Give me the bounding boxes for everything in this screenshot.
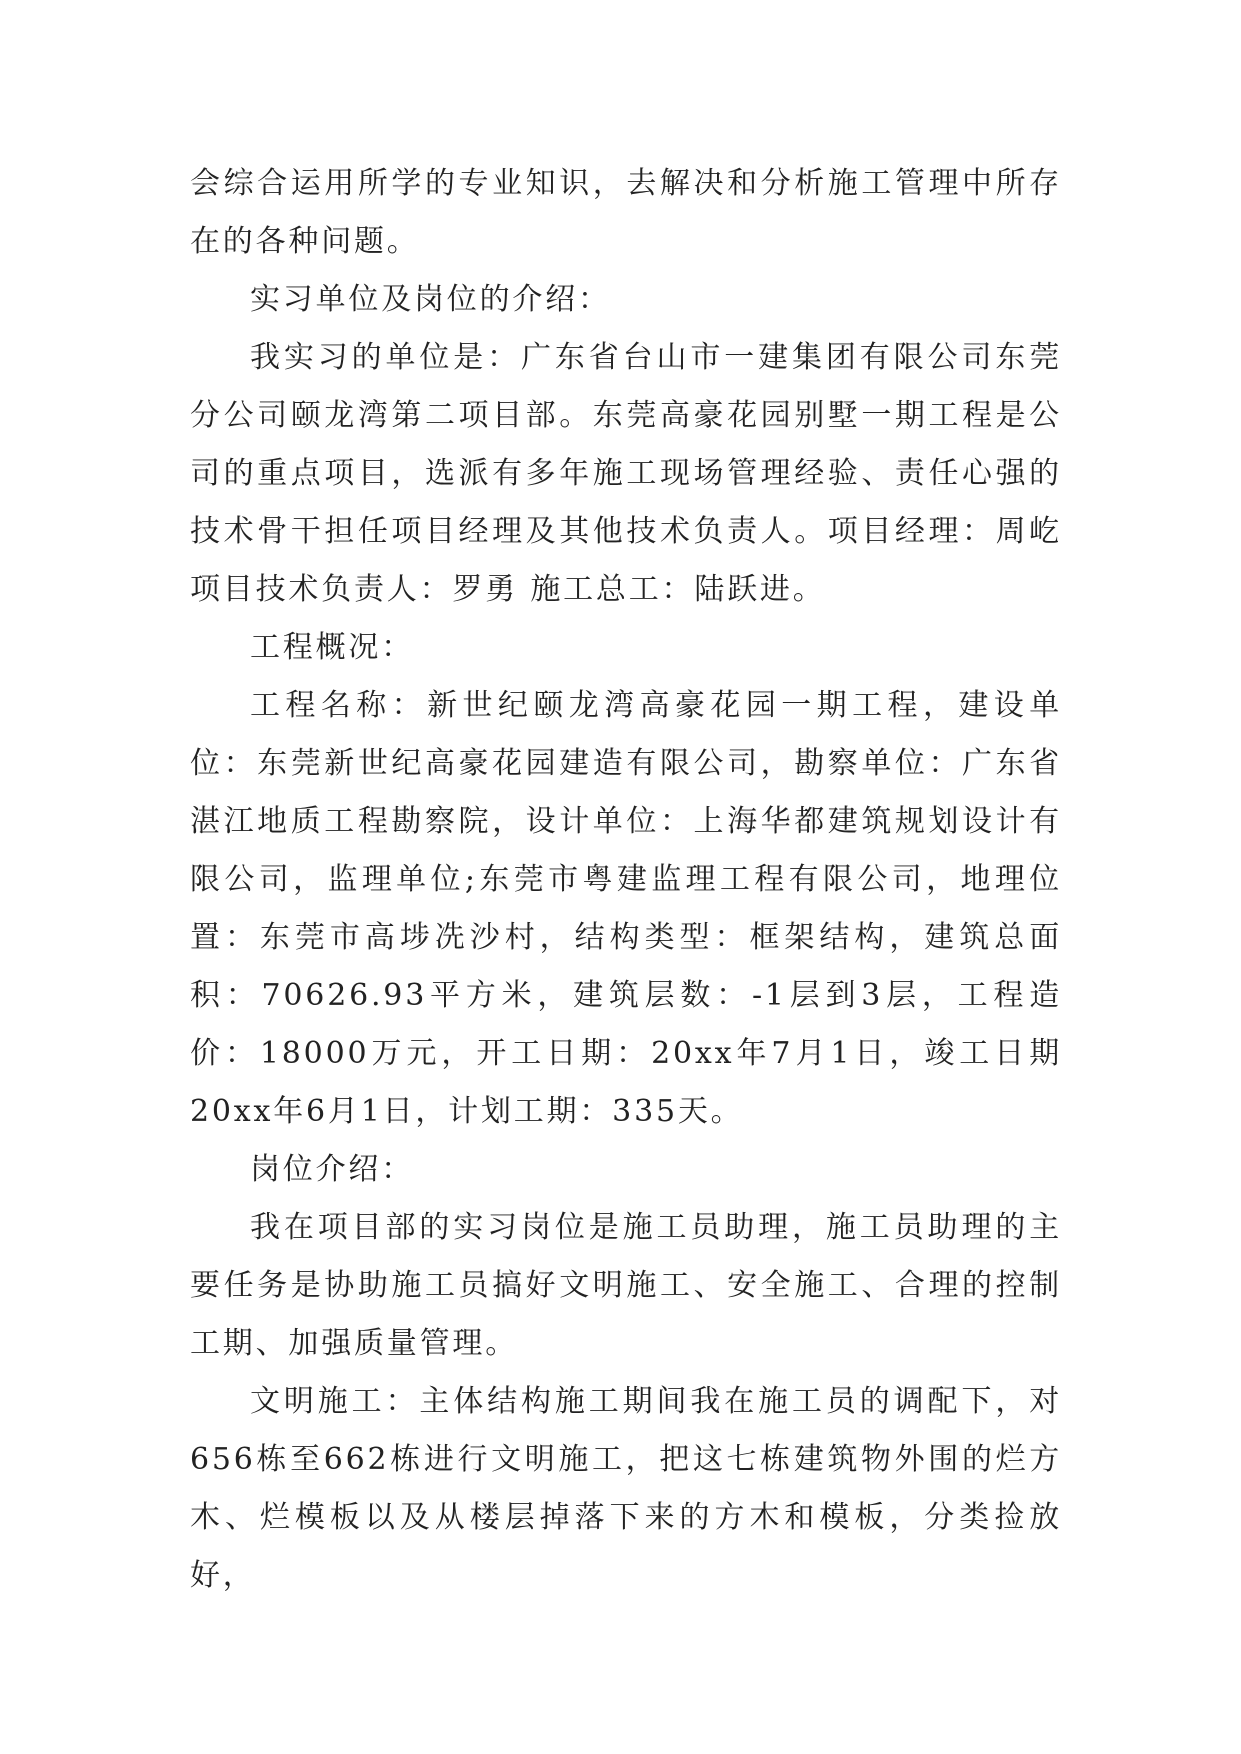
paragraph-position-intro: 我在项目部的实习岗位是施工员助理，施工员助理的主要任务是协助施工员搞好文明施工、安全施工、合理的控制工期、加强质量管理。 [190,1210,1062,1361]
paragraph-continuation: 会综合运用所学的专业知识，去解决和分析施工管理中所存在的各种问题。 [190,166,1062,259]
heading-position-intro: 岗位介绍： [250,1152,414,1187]
heading-project-overview: 工程概况： [250,630,414,665]
heading-internship-unit-and-position: 实习单位及岗位的介绍： [250,282,611,317]
paragraph-project-overview: 工程名称：新世纪颐龙湾高豪花园一期工程，建设单位：东莞新世纪高豪花园建造有限公司，勘察单位：广东省湛江地质工程勘察院，设计单位：上海华都建筑规划设计有限公司，监理单位;东莞市粤建监理工程有限公司，地理位置：东莞市高埗冼沙村，结构类型：框架结构，建筑总面积：70626.93平方米，建筑层数：-1层到3层，工程造价：18000万元，开工日期：20xx年7月1日，竣工日期20xx年6月1日，计划工期：335天。 [190,688,1062,1129]
paragraph-civilized-construction: 文明施工：主体结构施工期间我在施工员的调配下，对656栋至662栋进行文明施工，把这七栋建筑物外围的烂方木、烂模板以及从楼层掉落下来的方木和模板，分类捡放好， [190,1384,1062,1593]
paragraph-internship-unit: 我实习的单位是：广东省台山市一建集团有限公司东莞分公司颐龙湾第二项目部。东莞高豪花园别墅一期工程是公司的重点项目，选派有多年施工现场管理经验、责任心强的技术骨干担任项目经理及其他技术负责人。项目经理：周屹 项目技术负责人：罗勇 施工总工：陆跃进。 [190,340,1062,607]
document-body [190,155,1062,1605]
